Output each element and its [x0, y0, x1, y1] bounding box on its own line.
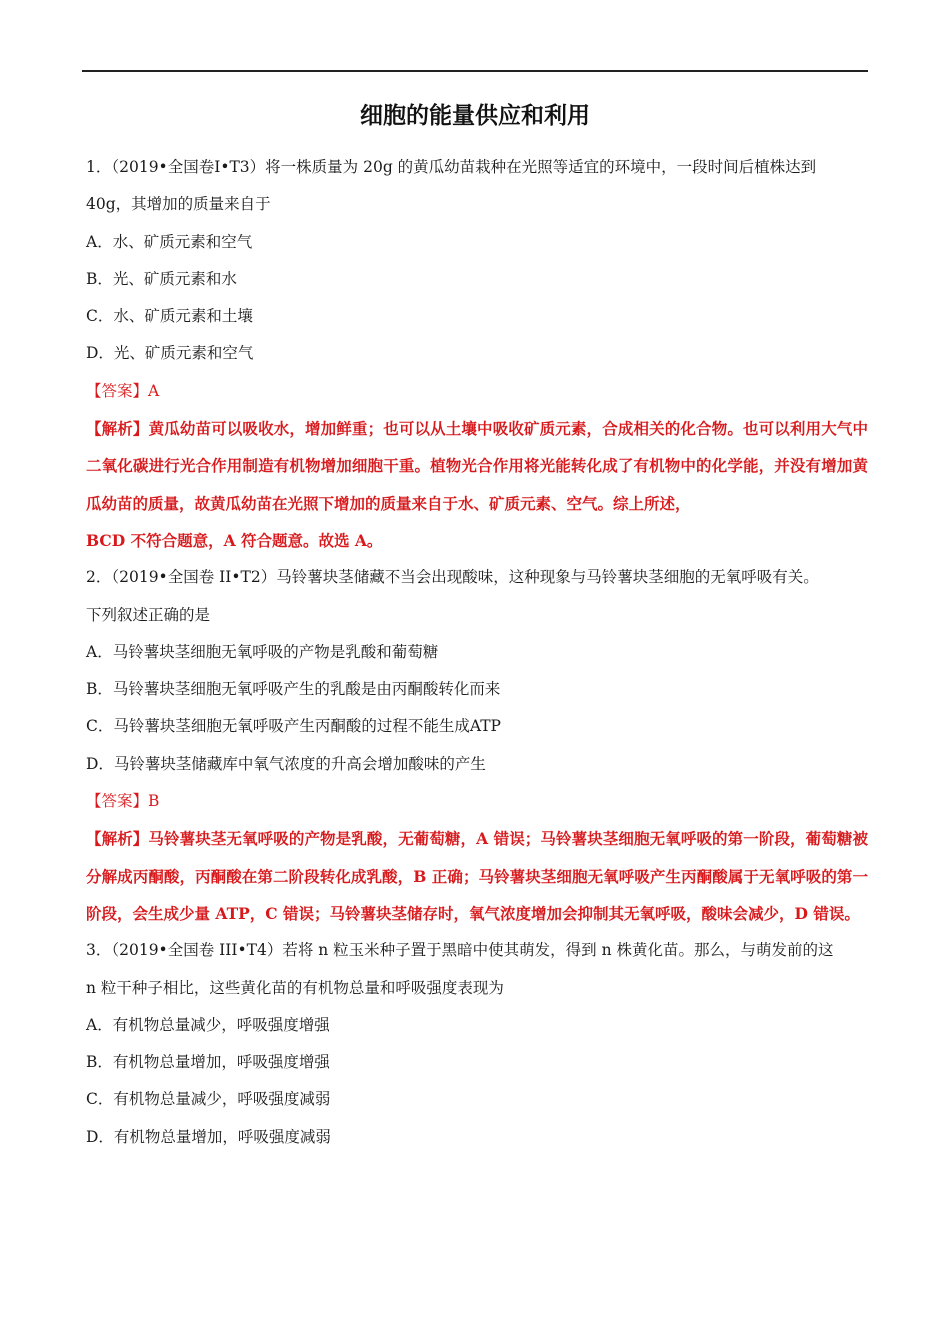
analysis-line: 马铃薯块茎无氧呼吸的产物是乳酸，无葡萄糖，A 错误；马铃薯块茎细胞无氧呼吸的第一阶段，葡: [148, 829, 822, 849]
page-title: 细胞的能量供应和利用: [360, 103, 590, 129]
analysis: [86, 410, 868, 559]
option-c: C．有机物总量减少，呼吸强度减弱: [86, 1090, 331, 1109]
question-stem-line: n 粒干种子相比，这些黄化苗的有机物总量和呼吸强度表现为: [86, 978, 504, 997]
document-body: [86, 149, 868, 1156]
analysis-line: 萄糖被分解成丙酮酸，丙酮酸在第二阶段转化成乳酸，B 正确；马铃薯块茎细胞无氧呼吸产生丙酮酸属于无: [86, 829, 868, 886]
analysis-line: 用大气中二氧化碳进行光合作用制造有机物增加细胞干重。植物光合作用将光能转化成了有机物中的化学: [86, 419, 868, 476]
option-a: A．水、矿质元素和空气: [86, 232, 253, 251]
question-stem-line: 3．（2019•全国卷 III•T4）若将 n 粒玉米种子置于黑暗中使其萌发，得到 n 株黄化苗。那么，与萌发前的这: [86, 941, 834, 960]
option-b: B．光、矿质元素和水: [86, 269, 237, 288]
header-rule: [82, 70, 868, 72]
option-b: B．马铃薯块茎细胞无氧呼吸产生的乳酸是由丙酮酸转化而来: [86, 680, 501, 699]
question-3: [86, 932, 868, 1156]
answer-label: 【答案】A: [86, 381, 160, 400]
analysis-line: 能，并没有增加黄瓜幼苗的质量，故黄瓜幼苗在光照下增加的质量来自于水、矿质元素、空气。综上所述，: [86, 456, 868, 513]
question-stem-line: 2．（2019•全国卷 II•T2）马铃薯块茎储藏不当会出现酸味，这种现象与马铃薯块茎细胞的无氧呼吸有关。: [86, 568, 819, 587]
option-d: D．光、矿质元素和空气: [86, 344, 254, 363]
analysis-line: 氧呼吸的第一阶段，会生成少量 ATP，C 错误；马铃薯块茎储存时，氧气浓度增加会抑制其无氧呼吸，酸味: [86, 866, 868, 923]
analysis-tag: 【解析】: [86, 419, 149, 439]
option-a: A．有机物总量减少，呼吸强度增强: [86, 1015, 330, 1034]
option-a: A．马铃薯块茎细胞无氧呼吸的产物是乳酸和葡萄糖: [86, 642, 439, 661]
option-c: C．水、矿质元素和土壤: [86, 307, 253, 326]
option-d: D．马铃薯块茎储藏库中氧气浓度的升高会增加酸味的产生: [86, 754, 486, 773]
analysis-line: BCD 不符合题意，A 符合题意。故选 A。: [86, 530, 383, 550]
question-1: [86, 149, 868, 559]
analysis-line: 黄瓜幼苗可以吸收水，增加鲜重；也可以从土壤中吸收矿质元素，合成相关的化合物。也可以利: [148, 419, 806, 439]
answer-label: 【答案】B: [86, 792, 160, 811]
analysis: [86, 820, 868, 932]
option-d: D．有机物总量增加，呼吸强度减弱: [86, 1127, 331, 1146]
analysis-line: 会减少，D 错误。: [732, 903, 860, 923]
question-stem-line: 下列叙述正确的是: [86, 605, 211, 624]
option-b: B．有机物总量增加，呼吸强度增强: [86, 1053, 330, 1072]
question-stem-line: 40g，其增加的质量来自于: [86, 195, 271, 214]
analysis-tag: 【解析】: [86, 829, 149, 849]
question-2: [86, 559, 868, 932]
question-stem-line: 1．（2019•全国卷Ⅰ•T3）将一株质量为 20g 的黄瓜幼苗栽种在光照等适宜的环境中，一段时间后植株达到: [86, 158, 817, 176]
option-c: C．马铃薯块茎细胞无氧呼吸产生丙酮酸的过程不能生成ATP: [86, 717, 501, 736]
